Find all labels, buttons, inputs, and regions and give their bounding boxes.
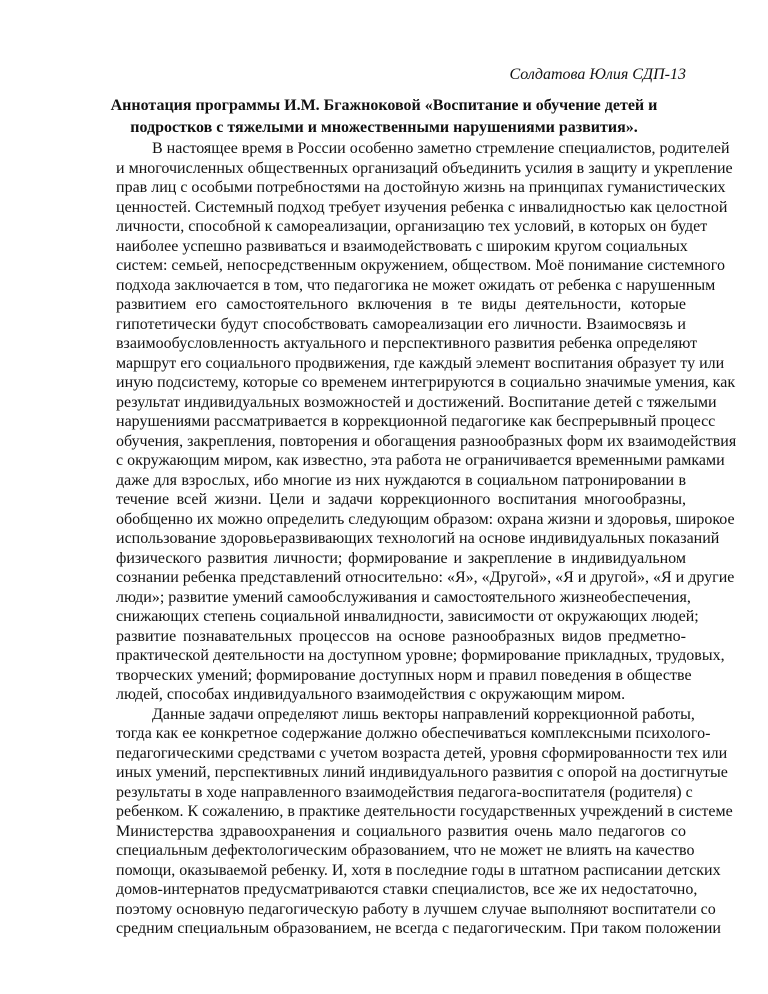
text-line: тогда как ее конкретное содержание должно обеспечиваться комплексными психолого- <box>116 725 711 742</box>
text-line: людей, способах индивидуального взаимодействия с окружающим миром. <box>116 686 626 703</box>
text-line: гипотетически будут способствовать самореализации его личности. Взаимосвязь и <box>116 315 686 333</box>
text-line: течение всей жизни. Цели и задачи коррекционного воспитания многообразны, <box>116 491 686 508</box>
text-line: физического развития личности; формирование и закрепление в индивидуальном <box>116 549 686 567</box>
text-line: и многочисленных общественных организаций объединить усилия в защиту и укрепление <box>116 159 733 177</box>
text-line: специальным дефектологическим образованием, что не может не влиять на качество <box>116 842 695 859</box>
text-line: люди»; развитие умений самообслуживания и самостоятельного жизнеобеспечения, <box>116 588 691 606</box>
text-line: средним специальным образованием, не всегда с педагогическим. При таком положении <box>116 920 721 937</box>
text-line: В настоящее время в России особенно заметно стремление специалистов, родителей <box>152 140 730 157</box>
text-line: иную подсистему, которые со временем интегрируются в социально значимые умения, как <box>116 374 736 391</box>
text-line: сознании ребенка представлений относительно: «Я», «Другой», «Я и другой», «Я и другие <box>116 569 735 586</box>
text-line: наиболее успешно развиваться и взаимодействовать с широким кругом социальных <box>116 237 688 255</box>
text-line: снижающих степень социальной инвалидности, зависимости от окружающих людей; <box>116 608 699 625</box>
text-line: поэтому основную педагогическую работу в лучшем случае выполняют воспитатели со <box>116 900 716 918</box>
document-body <box>116 139 737 939</box>
text-line: даже для взрослых, ибо многие из них нуждаются в социальном патронировании в <box>116 471 686 489</box>
title-line: Аннотация программы И.М. Бгажноковой «Воспитание и обучение детей и <box>110 97 658 114</box>
title-line: подростков с тяжелыми и множественными нарушениями развития». <box>130 119 638 136</box>
text-line: взаимообусловленность актуального и перспективного развития ребенка определяют <box>116 335 698 352</box>
text-line: с окружающим миром, как известно, эта работа не ограничивается временными рамками <box>116 452 725 469</box>
text-line: педагогическими средствами с учетом возраста детей, уровня сформированности тех или <box>116 744 728 762</box>
text-line: использование здоровьеразвивающих технологий на основе индивидуальных показаний <box>116 530 720 547</box>
text-line: развитие познавательных процессов на основе разнообразных видов предметно- <box>116 627 686 645</box>
text-line: помощи, оказываемой ребенку. И, хотя в последние годы в штатном расписании детских <box>116 861 721 879</box>
text-line: Данные задачи определяют лишь векторы направлений коррекционной работы, <box>152 705 695 723</box>
text-line: личности, способной к самореализации, организацию тех условий, в которых он будет <box>116 218 708 235</box>
text-line: Министерства здравоохранения и социального развития очень мало педагогов со <box>116 822 686 840</box>
text-line: творческих умений; формирование доступных норм и правил поведения в обществе <box>116 666 692 684</box>
text-line: ценностей. Системный подход требует изучения ребенка с инвалидностью как целостной <box>116 198 728 216</box>
text-line: развитием его самостоятельного включения в те виды деятельности, которые <box>116 296 686 313</box>
document-title <box>100 95 668 139</box>
text-line: систем: семьей, непосредственным окружением, обществом. Моё понимание системного <box>116 257 725 274</box>
text-line: ребенком. К сожалению, в практике деятельности государственных учреждений в системе <box>116 803 733 820</box>
text-line: подхода заключается в том, что педагогика не может ожидать от ребенка с нарушенным <box>116 276 716 294</box>
text-line: результаты в ходе направленного взаимодействия педагога-воспитателя (родителя) с <box>116 783 693 801</box>
text-line: практической деятельности на доступном уровне; формирование прикладных, трудовых, <box>116 647 725 664</box>
text-line: домов-интернатов предусматриваются ставки специалистов, все же их недостаточно, <box>116 881 698 898</box>
text-line: маршрут его социального продвижения, где каждый элемент воспитания образует ту или <box>116 354 725 372</box>
text-line: обучения, закрепления, повторения и обогащения разнообразных форм их взаимодействия <box>116 432 737 450</box>
text-line: нарушениями рассматривается в коррекционной педагогике как беспрерывный процесс <box>116 413 716 430</box>
text-line: прав лиц с особыми потребностями на достойную жизнь на принципах гуманистических <box>116 179 726 196</box>
text-line: результат индивидуальных возможностей и достижений. Воспитание детей с тяжелыми <box>116 393 717 411</box>
paragraph <box>116 705 733 939</box>
text-line: иных умений, перспективных линий индивидуального развития с опорой на достигнутые <box>116 764 728 781</box>
text-line: обобщенно их можно определить следующим образом: охрана жизни и здоровья, широкое <box>116 510 735 528</box>
paragraph <box>116 139 737 705</box>
author-line: Солдатова Юлия СДП-13 <box>509 66 686 83</box>
